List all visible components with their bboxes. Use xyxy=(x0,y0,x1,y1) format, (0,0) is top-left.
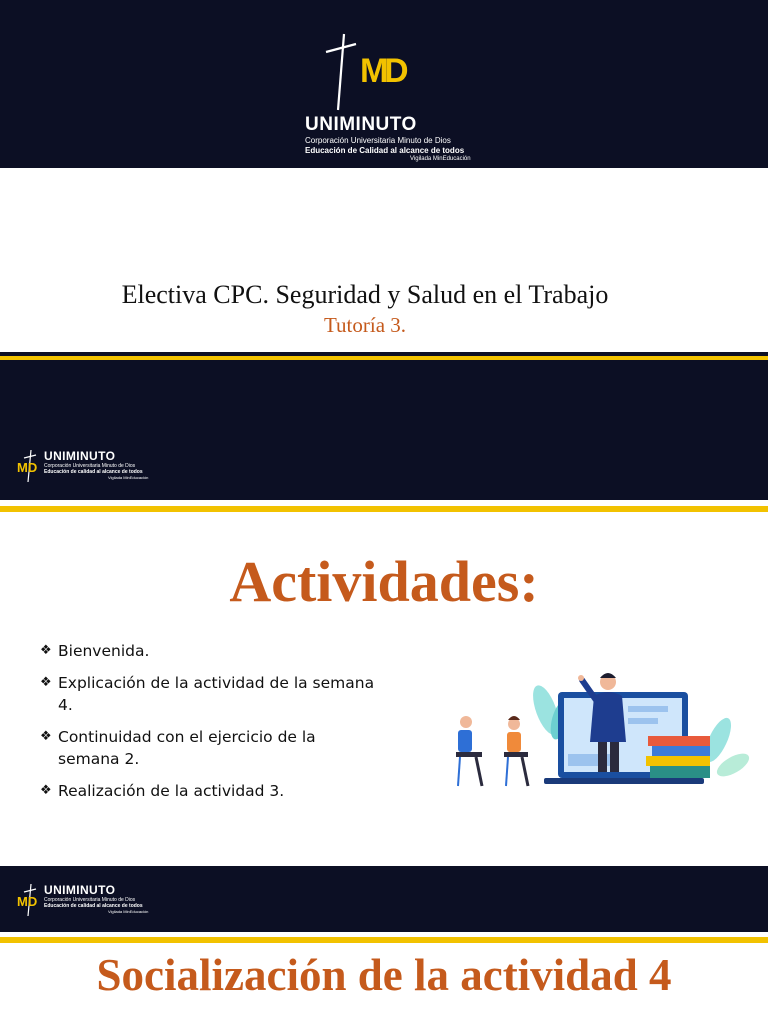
slide1-title: Electiva CPC. Seguridad y Salud en el Trabajo xyxy=(121,280,609,309)
diamond-bullet-icon: ❖ xyxy=(40,675,52,690)
uniminuto-logo xyxy=(300,30,490,162)
list-item: ❖ Continuidad con el ejercicio de la semana 2. xyxy=(40,728,316,768)
logo-tagline-3: Vigilada MinEducación xyxy=(108,475,149,480)
gold-stripe-3 xyxy=(0,937,768,943)
activity-list xyxy=(40,640,380,812)
slide2-heading: Actividades: xyxy=(229,549,539,614)
md-logo-icon xyxy=(300,30,409,112)
diamond-bullet-icon: ❖ xyxy=(40,643,52,658)
md-logo-icon xyxy=(16,882,44,918)
logo-brand: UNIMINUTO xyxy=(44,883,116,897)
logo-tagline-1: Corporación Universitaria Minuto de Dios xyxy=(305,136,451,145)
logo-tagline-1: Corporación Universitaria Minuto de Dios xyxy=(44,897,136,903)
logo-tagline-2: Educación de Calidad al alcance de todos xyxy=(305,146,465,155)
uniminuto-logo-small xyxy=(16,446,176,486)
online-class-illustration xyxy=(448,670,748,800)
logo-tagline-2: Educación de calidad al alcance de todos xyxy=(44,903,143,909)
list-item: ❖ Realización de la actividad 3. xyxy=(40,782,285,800)
logo-tagline-3: Vigilada MinEducación xyxy=(108,909,149,914)
svg-text:D: D xyxy=(384,52,409,90)
list-item: ❖ Explicación de la actividad de la semana 4. xyxy=(40,674,375,714)
svg-text:MD: MD xyxy=(17,460,38,475)
slide3-heading: Socialización de la actividad 4 xyxy=(96,950,672,1000)
md-logo-icon xyxy=(16,448,44,484)
gold-stripe-2 xyxy=(0,506,768,512)
diamond-bullet-icon: ❖ xyxy=(40,783,52,798)
uniminuto-logo-small xyxy=(16,880,176,920)
list-item: ❖ Bienvenida. xyxy=(40,642,150,660)
logo-brand: UNIMINUTO xyxy=(305,114,417,135)
logo-tagline-2: Educación de calidad al alcance de todos xyxy=(44,469,143,475)
diamond-bullet-icon: ❖ xyxy=(40,729,52,744)
svg-text:MD: MD xyxy=(17,894,38,909)
slide1-subtitle: Tutoría 3. xyxy=(323,313,407,337)
logo-brand: UNIMINUTO xyxy=(44,449,116,463)
gold-stripe-1 xyxy=(0,356,768,360)
svg-text:M: M xyxy=(360,52,389,90)
logo-tagline-3: Vigilada MinEducación xyxy=(410,156,471,162)
logo-tagline-1: Corporación Universitaria Minuto de Dios xyxy=(44,463,136,469)
